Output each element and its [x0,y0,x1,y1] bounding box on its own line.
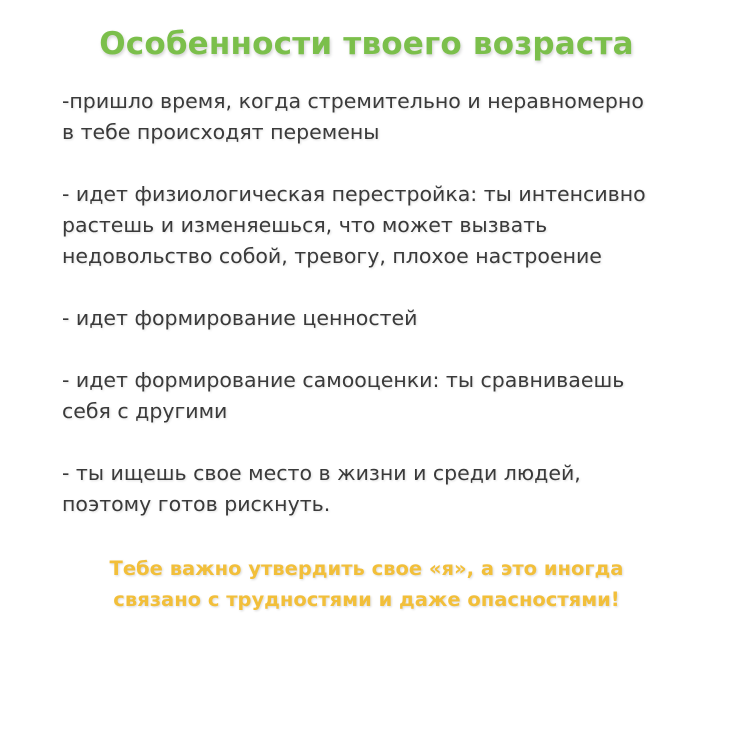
paragraph-line: поэтому готов рискнуть. [62,492,331,516]
paragraph-changes [62,86,682,148]
paragraph-line: в тебе происходят перемены [62,120,380,144]
body-text [62,86,682,551]
paragraph-line: недовольство собой, тревогу, плохое настроение [62,244,602,268]
paragraph-line: - идет формирование ценностей [62,306,418,330]
callout-line: Тебе важно утвердить свое «я», а это иногда [109,557,624,580]
callout-text [0,553,733,615]
paragraph-line: - идет физиологическая перестройка: ты интенсивно [62,182,646,206]
page-title: Особенности твоего возраста [99,26,634,62]
paragraph-line: растешь и изменяешься, что может вызвать [62,213,548,237]
paragraph-line: - ты ищешь свое место в жизни и среди людей, [62,461,581,485]
paragraph-line: - идет формирование самооценки: ты сравниваешь [62,368,625,392]
paragraph-line: -пришло время, когда стремительно и неравномерно [62,89,644,113]
paragraph-physiology [62,179,682,272]
paragraph-place-in-life [62,458,682,520]
paragraph-values [62,303,682,334]
callout-line: связано с трудностями и даже опасностями! [113,588,620,611]
paragraph-self-esteem [62,365,682,427]
paragraph-line: себя с другими [62,399,228,423]
